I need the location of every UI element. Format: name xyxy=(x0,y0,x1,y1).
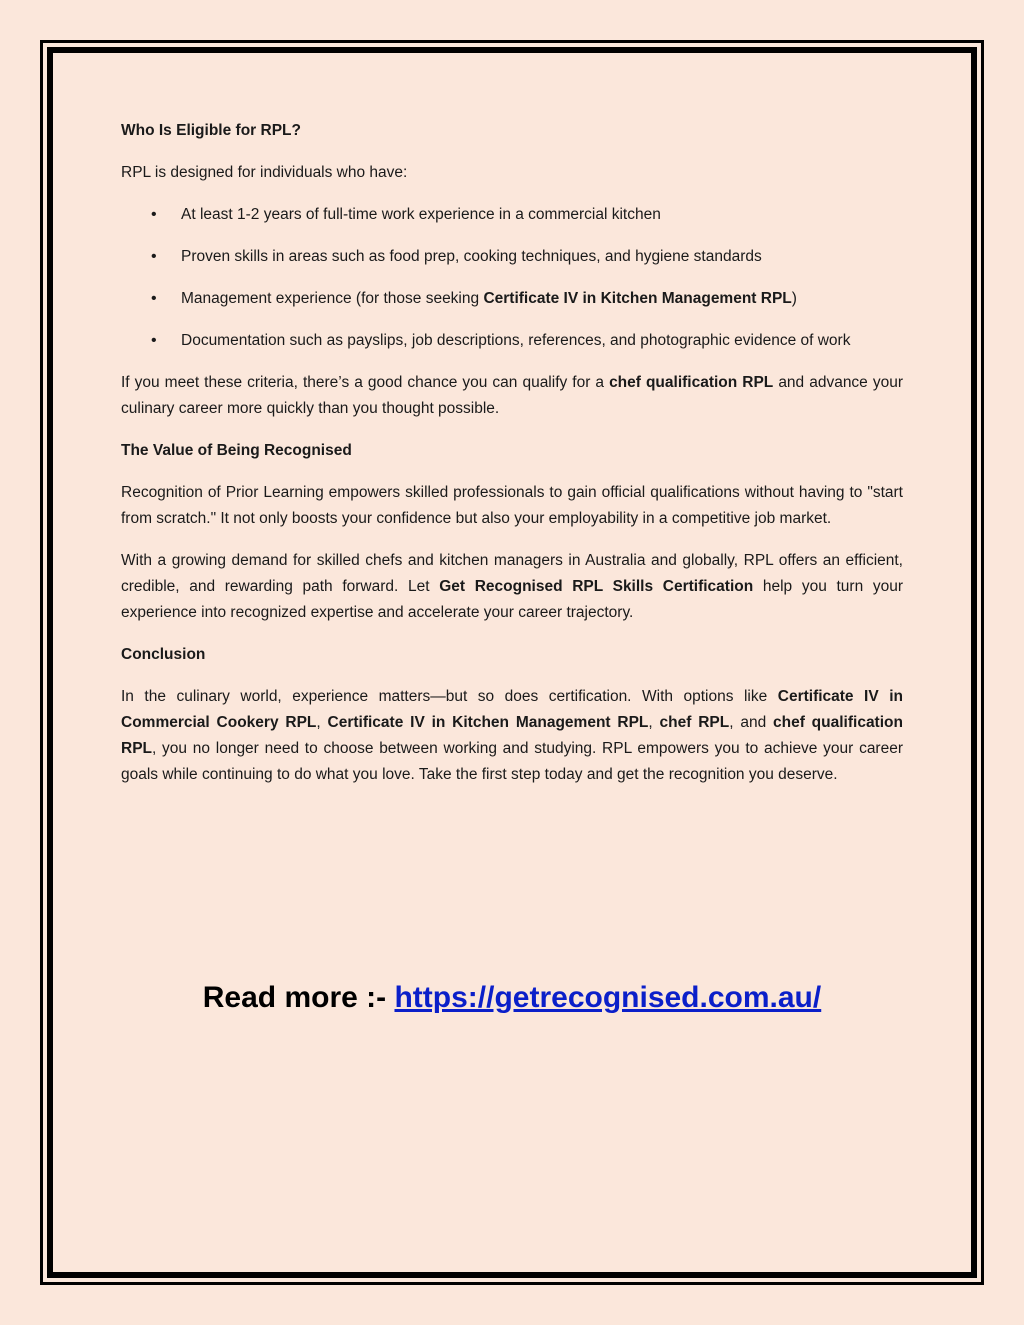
value-p2-bold: Get Recognised RPL Skills Certification xyxy=(439,578,754,595)
value-paragraph-1: Recognition of Prior Learning empowers skilled professionals to gain official qualifications without having to "start from scratch." It not only boosts your confidence but also your employability in a competitive job market. xyxy=(121,484,903,527)
heading-who-is-eligible: Who Is Eligible for RPL? xyxy=(121,122,301,139)
heading-conclusion: Conclusion xyxy=(121,646,206,663)
value-p2-text: With a growing demand for skilled chefs and kitchen managers in Australia and globally, RPL offers an efficient, credible, and rewarding path forward. Let xyxy=(121,552,903,595)
list-item xyxy=(121,202,903,228)
list-item-text: Proven skills in areas such as food prep, cooking techniques, and hygiene standards xyxy=(181,248,762,265)
conclusion-bold-2: Certificate IV in Kitchen Management RPL xyxy=(327,714,649,731)
bullet-icon: • xyxy=(151,248,157,265)
heading-value-of-recognition: The Value of Being Recognised xyxy=(121,442,352,459)
conclusion-bold-3: chef RPL xyxy=(659,714,730,731)
conclusion-bold-1: Certificate IV in Commercial Cookery RPL xyxy=(121,688,903,731)
conclusion-text: , xyxy=(316,714,328,731)
eligible-closing-paragraph xyxy=(121,370,903,422)
value-p2-text-end: help you turn your experience into recognized expertise and accelerate your career trajectory. xyxy=(121,578,904,621)
list-item-text: Management experience (for those seeking xyxy=(181,290,484,307)
list-item xyxy=(121,244,903,270)
bullet-icon: • xyxy=(151,290,157,307)
conclusion-text: , and xyxy=(729,714,773,731)
bullet-icon: • xyxy=(151,206,157,223)
eligibility-list xyxy=(121,202,903,354)
read-more-line xyxy=(0,978,1024,1018)
list-item xyxy=(121,286,903,312)
list-item-text-end: ) xyxy=(791,290,797,307)
closing-text: If you meet these criteria, there’s a good chance you can qualify for a xyxy=(121,374,610,391)
conclusion-bold-4: chef qualification RPL xyxy=(121,714,903,757)
list-item-text: At least 1-2 years of full-time work experience in a commercial kitchen xyxy=(181,206,661,223)
read-more-link[interactable]: https://getrecognised.com.au/ xyxy=(394,981,822,1014)
conclusion-paragraph xyxy=(121,684,903,788)
conclusion-text: , xyxy=(648,714,660,731)
list-item-bold-text: Certificate IV in Kitchen Management RPL xyxy=(483,290,792,307)
closing-text-end: and advance your culinary career more quickly than you thought possible. xyxy=(121,374,903,417)
conclusion-text: , you no longer need to choose between working and studying. RPL empowers you to achieve your career goals while continuing to do what you love. Take the first step today and get the recognition you deserve. xyxy=(121,740,903,783)
read-more-label: Read more :- xyxy=(202,981,395,1014)
closing-bold-text: chef qualification RPL xyxy=(609,374,774,391)
conclusion-text: In the culinary world, experience matters—but so does certification. With options like xyxy=(121,688,778,705)
value-paragraph-2 xyxy=(121,548,903,626)
bullet-icon: • xyxy=(151,332,157,349)
eligible-intro: RPL is designed for individuals who have: xyxy=(121,164,408,181)
list-item-text: Documentation such as payslips, job descriptions, references, and photographic evidence of work xyxy=(181,332,851,349)
list-item xyxy=(121,328,903,354)
document-body xyxy=(121,118,903,804)
